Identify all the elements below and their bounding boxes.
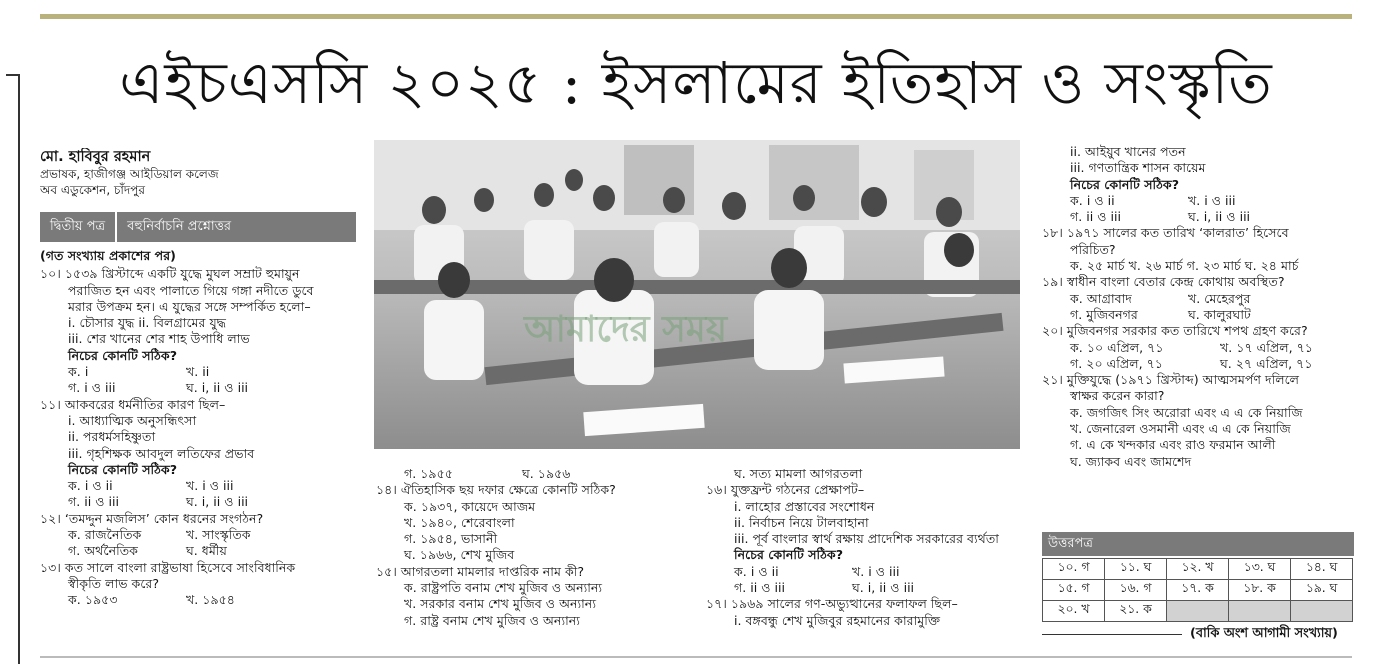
answer-cell: ১৩. ঘ — [1229, 559, 1291, 580]
answer-cell: ২০. খ — [1043, 601, 1105, 622]
column-3 — [706, 466, 1026, 629]
table-row — [1043, 580, 1353, 601]
option-row — [1042, 307, 1357, 323]
question-line: পরিচিত? — [1070, 241, 1116, 257]
question-line: ১৯। স্বাধীন বাংলা বেতার কেন্দ্র কোথায় অবস্থিত? — [1042, 274, 1285, 290]
option: ঘ. i, ii ও iii — [186, 494, 249, 510]
option: ঘ. ২৭ এপ্রিল, ৭১ — [1220, 355, 1313, 371]
option: ক. i ও ii — [1070, 192, 1115, 208]
exam-hall-illustration — [374, 140, 1020, 449]
continued-rule — [1042, 634, 1182, 635]
option: খ. i ও iii — [852, 563, 900, 579]
question-line: ২১। মুক্তিযুদ্ধে (১৯৭১ খ্রিস্টাব্দ) আত্মসমর্পণ দলিলে — [1042, 372, 1300, 388]
option-row — [40, 543, 356, 559]
answer-cell-empty — [1229, 601, 1291, 622]
answer-cell-empty — [1291, 601, 1353, 622]
option: ঘ. কালুরঘাট — [1188, 306, 1251, 322]
answer-cell-empty — [1167, 601, 1229, 622]
option-row — [1042, 193, 1357, 209]
answer-cell: ১৭. ক — [1167, 580, 1229, 601]
question-line: ১১। আকবরের ধর্মনীতির কারণ ছিল– — [40, 396, 226, 412]
option: ক. ১০ এপ্রিল, ৭১ — [1070, 339, 1164, 355]
column-1 — [40, 148, 356, 609]
statement-item: i. আধ্যাত্মিক অনুসন্ধিৎসা — [68, 412, 197, 428]
option: ক. ১৯৩৭, কায়েদে আজম — [404, 498, 536, 514]
answer-sheet — [1042, 532, 1353, 622]
option: ঘ. ১৯৬৬, শেখ মুজিব — [404, 547, 515, 563]
option: খ. i ও iii — [1188, 192, 1236, 208]
option-row — [40, 380, 356, 396]
continued-note: (বাকি অংশ আগামী সংখ্যায়) — [1190, 626, 1338, 641]
option: খ. ১৭ এপ্রিল, ৭১ — [1220, 339, 1313, 355]
option: খ. মেহেরপুর — [1188, 290, 1251, 306]
question-line: স্বাক্ষর করেন কারা? — [1070, 388, 1165, 404]
option: গ. মুজিবনগর — [1070, 306, 1138, 322]
option: গ. ii ও iii — [734, 580, 786, 596]
answer-cell: ১৮. ক — [1229, 580, 1291, 601]
question-line: পরাজিত হন এবং পালাতে গিয়ে গঙ্গা নদীতে ডুবে — [68, 282, 314, 298]
column-4 — [1042, 144, 1357, 470]
option: গ. রাষ্ট্র বনাম শেখ মুজিব ও অন্যান্য — [404, 612, 580, 628]
question-line: ১৫। আগরতলা মামলার দাপ্তরিক নাম কী? — [376, 563, 585, 579]
statement-item: iii. শের খানের শের শাহ উপাধি লাভ — [68, 331, 250, 347]
page-title: এইচএসসি ২০২৫ : ইসলামের ইতিহাস ও সংস্কৃতি — [119, 49, 1273, 117]
question-line: ২০। মুজিবনগর সরকার কত তারিখে শপথ গ্রহণ করে? — [1042, 323, 1308, 339]
answer-cell: ১৫. গ — [1043, 580, 1105, 601]
option: গ. i ও iii — [68, 380, 116, 396]
option: খ. জেনারেল ওসমানী এবং এ এ কে নিয়াজি — [1070, 421, 1291, 437]
option-row — [40, 494, 356, 510]
option: ঘ. জ্যাকব এবং জামশেদ — [1070, 453, 1192, 469]
option: খ. i ও iii — [186, 478, 234, 494]
which-correct: নিচের কোনটি সঠিক? — [734, 547, 843, 563]
question-line: ১৮। ১৯৭১ সালের কত তারিখ ‘কালরাত’ হিসেবে — [1042, 225, 1289, 241]
paper-type: বহুনির্বাচনি প্রশ্নোত্তর — [117, 212, 356, 242]
answer-sheet-title: উত্তরপত্র — [1042, 532, 1354, 556]
option: ঘ. i, ii ও iii — [186, 380, 249, 396]
question-line: ১৬। যুক্তফ্রন্ট গঠনের প্রেক্ষাপট– — [706, 482, 865, 498]
option: খ. সরকার বনাম শেখ মুজিব ও অন্যান্য — [404, 596, 596, 612]
option: ক. রাজনৈতিক — [68, 527, 142, 543]
statement-item: ii. নির্বাচন নিয়ে টালবাহানা — [734, 514, 869, 530]
question-line: ১৪। ঐতিহাসিক ছয় দফার ক্ষেত্রে কোনটি সঠিক? — [376, 482, 616, 498]
option: ঘ. i, ii ও iii — [852, 580, 915, 596]
option-row — [40, 364, 356, 380]
option: গ. ii ও iii — [68, 494, 120, 510]
statement-item: ii. আইয়ুব খানের পতন — [1070, 144, 1186, 159]
option: খ. ii — [186, 364, 210, 380]
statement-item: iii. গৃহশিক্ষক আবদুল লতিফের প্রভাব — [68, 445, 255, 461]
author-institution: অব এডুকেশন, চাঁদপুর — [40, 183, 145, 197]
option-row — [40, 592, 356, 608]
option: ক. i ও ii — [68, 478, 113, 494]
option-row — [706, 580, 1026, 596]
answer-cell: ১১. ঘ — [1105, 559, 1167, 580]
option: ক. রাষ্ট্রপতি বনাম শেখ মুজিব ও অন্যান্য — [404, 580, 603, 596]
option: গ. ii ও iii — [1070, 209, 1122, 225]
paper-banner — [40, 212, 356, 242]
option-row — [1042, 340, 1357, 356]
table-row — [1043, 601, 1353, 622]
answer-cell: ১৪. ঘ — [1291, 559, 1353, 580]
option: ক. জগজিৎ সিং অরোরা এবং এ এ কে নিয়াজি — [1070, 404, 1303, 420]
top-rule — [40, 14, 1352, 19]
column-2 — [376, 466, 698, 629]
exam-hall-photo — [374, 140, 1020, 449]
option: ঘ. i, ii ও iii — [1188, 209, 1251, 225]
answer-cell: ১০. গ — [1043, 559, 1105, 580]
which-correct: নিচের কোনটি সঠিক? — [68, 347, 177, 363]
left-bracket-rule — [6, 74, 20, 664]
author-designation: প্রভাষক, হাজীগঞ্জ আইডিয়াল কলেজ — [40, 167, 219, 181]
answer-cell: ২১. ক — [1105, 601, 1167, 622]
question-line: ১৭। ১৯৬৯ সালের গণ-অভ্যুত্থানের ফলাফল ছিল– — [706, 596, 958, 612]
answer-cell: ১৯. ঘ — [1291, 580, 1353, 601]
table-row — [1043, 559, 1353, 580]
answer-table — [1042, 558, 1353, 622]
option: ক. আগ্রাবাদ — [1070, 290, 1132, 306]
option-row: ক. ২৫ মার্চ খ. ২৬ মার্চ গ. ২৩ মার্চ ঘ. ২৪ মার্চ — [1070, 258, 1299, 274]
question-line: ১৩। কত সালে বাংলা রাষ্ট্রভাষা হিসেবে সাংবিধানিক — [40, 559, 296, 575]
option-row — [1042, 209, 1357, 225]
option: ঘ. ধর্মীয় — [186, 543, 227, 559]
option-row — [706, 564, 1026, 580]
statement-item: i. বঙ্গবন্ধু শেখ মুজিবুর রহমানের কারামুক্তি — [734, 612, 941, 628]
option: ঘ. সত্য মামলা আগরতলা — [734, 466, 863, 481]
continuation-note: (গত সংখ্যায় প্রকাশের পর) — [40, 248, 176, 263]
option-row — [40, 478, 356, 494]
paper-part: দ্বিতীয় পত্র — [40, 212, 115, 242]
statement-item: iii. গণতান্ত্রিক শাসন কায়েম — [1070, 160, 1206, 176]
option: ক. i — [68, 364, 89, 380]
question-line: ১০। ১৫৩৯ খ্রিস্টাব্দে একটি যুদ্ধে মুঘল সম্রাট হুমায়ুন — [40, 266, 300, 282]
author-name: মো. হাবিবুর রহমান — [40, 149, 151, 165]
option: গ. ১৯৫৪, ভাসানী — [404, 531, 498, 547]
option: খ. ১৯৪০, শেরেবাংলা — [404, 514, 515, 530]
question-line: মরার উপক্রম হন। এ যুদ্ধের সঙ্গে সম্পর্কিত হলো– — [68, 298, 311, 314]
statement-item: iii. পূর্ব বাংলার স্বার্থ রক্ষায় প্রাদেশিক সরকারের ব্যর্থতা — [734, 531, 999, 547]
answer-cell: ১২. খ — [1167, 559, 1229, 580]
option: ক. ১৯৫৩ — [68, 592, 118, 608]
option: গ. অর্থনৈতিক — [68, 543, 138, 559]
option: গ. ১৯৫৫ — [404, 466, 453, 481]
which-correct: নিচের কোনটি সঠিক? — [68, 461, 177, 477]
option-row — [1042, 356, 1357, 372]
option: গ. এ কে খন্দকার এবং রাও ফরমান আলী — [1070, 437, 1276, 453]
statement-item: i. লাহোর প্রস্তাবের সংশোধন — [734, 498, 875, 514]
question-line: ১২। ‘তমদ্দুন মজলিস’ কোন ধরনের সংগঠন? — [40, 510, 264, 526]
bottom-rule — [40, 656, 1352, 658]
watermark-logo: আমাদের সময় — [524, 309, 728, 350]
option-row — [1042, 291, 1357, 307]
option: খ. সাংস্কৃতিক — [186, 527, 251, 543]
option: ক. i ও ii — [734, 563, 779, 579]
question-line: স্বীকৃতি লাভ করে? — [68, 575, 160, 591]
which-correct: নিচের কোনটি সঠিক? — [1070, 176, 1179, 192]
option: গ. ২০ এপ্রিল, ৭১ — [1070, 355, 1163, 371]
statement-item: ii. পরধর্মসহিষ্ণুতা — [68, 429, 156, 445]
option-row — [40, 527, 356, 543]
option: ঘ. ১৯৫৬ — [522, 466, 571, 481]
statement-item: i. চৌসার যুদ্ধ ii. বিলগ্রামের যুদ্ধ — [68, 315, 226, 331]
answer-cell: ১৬. গ — [1105, 580, 1167, 601]
option: খ. ১৯৫৪ — [186, 592, 235, 608]
option-row — [376, 466, 698, 482]
